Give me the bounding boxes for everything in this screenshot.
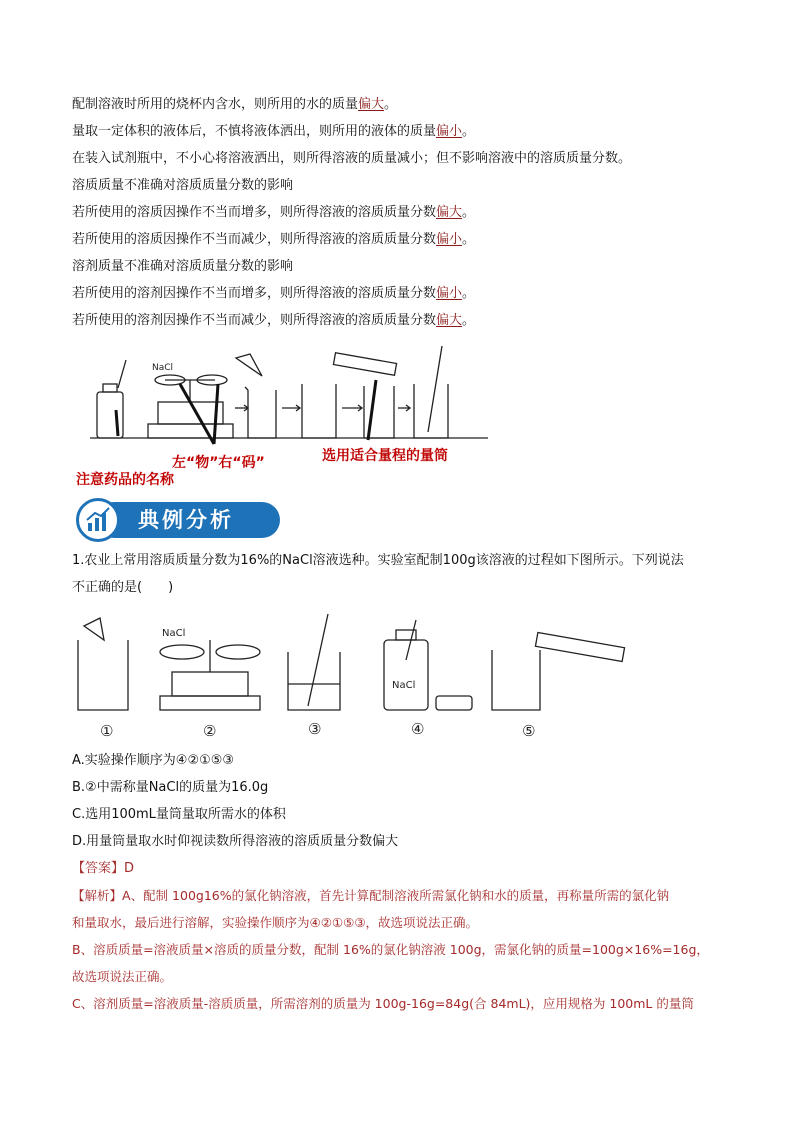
section-title: 典例分析 [138, 508, 234, 532]
answer-value: D [124, 861, 135, 876]
keyword-smaller: 偏小 [436, 232, 463, 247]
option-c: C.选用100mL量筒量取所需水的体积 [72, 807, 286, 822]
analysis-line-1: 【解析】A、配制 100g16%的氯化钠溶液，首先计算配制溶液所需氯化钠和水的质量，再称量所需的氯化钠 [72, 888, 670, 903]
note-line-8: 若所使用的溶剂因操作不当而增多，则所得溶液的溶质质量分数偏小。 [72, 286, 476, 301]
note-line-5: 若所使用的溶质因操作不当而增多，则所得溶液的溶质质量分数偏大。 [72, 205, 476, 220]
chart-growth-icon [76, 498, 120, 542]
answer [72, 861, 134, 877]
keyword-smaller: 偏小 [436, 124, 463, 139]
step-label-1: ① [100, 722, 114, 740]
section-banner [76, 498, 281, 540]
step-label-3: ③ [308, 720, 322, 738]
question-stem: 1.农业上常用溶质质量分数为16%的NaCl溶液选种。实验室配制100g该溶液的过程如下图所示。下列说法 [72, 553, 684, 568]
keyword-smaller: 偏小 [436, 286, 463, 301]
analysis-tag: 【解析】 [72, 888, 123, 903]
option-b: B.②中需称量NaCl的质量为16.0g [72, 780, 269, 795]
preparation-diagram [70, 340, 490, 450]
analysis-line-2: 和量取水，最后进行溶解，实验操作顺序为④②①⑤③，故选项说法正确。 [72, 915, 479, 930]
option-d: D.用量筒量取水时仰视读数所得溶液的溶质质量分数偏大 [72, 834, 399, 849]
step-label-4: ④ [411, 720, 425, 738]
note-heading-solute: 溶质质量不准确对溶质质量分数的影响 [72, 178, 294, 193]
analysis-line-3: B、溶质质量=溶液质量×溶质的质量分数，配制 16%的氯化钠溶液 100g，需氯化钠的质量=100g×16%=16g， [72, 942, 709, 957]
note-line-6: 若所使用的溶质因操作不当而减少，则所得溶液的溶质质量分数偏小。 [72, 232, 476, 247]
answer-tag: 【答案】 [72, 861, 125, 876]
note-heading-solvent: 溶剂质量不准确对溶质质量分数的影响 [72, 259, 294, 274]
experiment-steps-diagram [70, 610, 630, 718]
note-line-9: 若所使用的溶剂因操作不当而减少，则所得溶液的溶质质量分数偏大。 [72, 313, 476, 328]
option-a: A.实验操作顺序为④②①⑤③ [72, 753, 235, 768]
step-label-2: ② [203, 722, 217, 740]
note-reagent-name: 注意药品的名称 [76, 472, 174, 488]
analysis-line-5: C、溶剂质量=溶液质量-溶质质量，所需溶剂的质量为 100g-16g=84g(合 84mL)，应用规格为 100mL 的量筒 [72, 996, 694, 1011]
keyword-larger: 偏大 [358, 97, 385, 112]
bottle-nacl-label: NaCl [392, 680, 416, 691]
note-line-2: 量取一定体积的液体后，不慎将液体洒出，则所用的液体的质量偏小。 [72, 124, 476, 139]
keyword-larger: 偏大 [436, 313, 463, 328]
question-stem-cont: 不正确的是( ) [72, 580, 174, 595]
nacl-label: NaCl [162, 628, 186, 639]
note-choose-cylinder: 选用适合量程的量筒 [322, 448, 448, 464]
note-line-3: 在装入试剂瓶中，不小心将溶液洒出，则所得溶液的质量减小；但不影响溶液中的溶质质量分数。 [72, 151, 632, 166]
nacl-label: NaCl [152, 363, 174, 373]
step-label-5: ⑤ [522, 722, 536, 740]
note-line-1: 配制溶液时所用的烧杯内含水，则所用的水的质量偏大。 [72, 97, 398, 112]
keyword-larger: 偏大 [436, 205, 463, 220]
analysis-line-4: 故选项说法正确。 [72, 969, 173, 984]
note-left-object-right-weight: 左“物”右“码” [172, 455, 265, 471]
